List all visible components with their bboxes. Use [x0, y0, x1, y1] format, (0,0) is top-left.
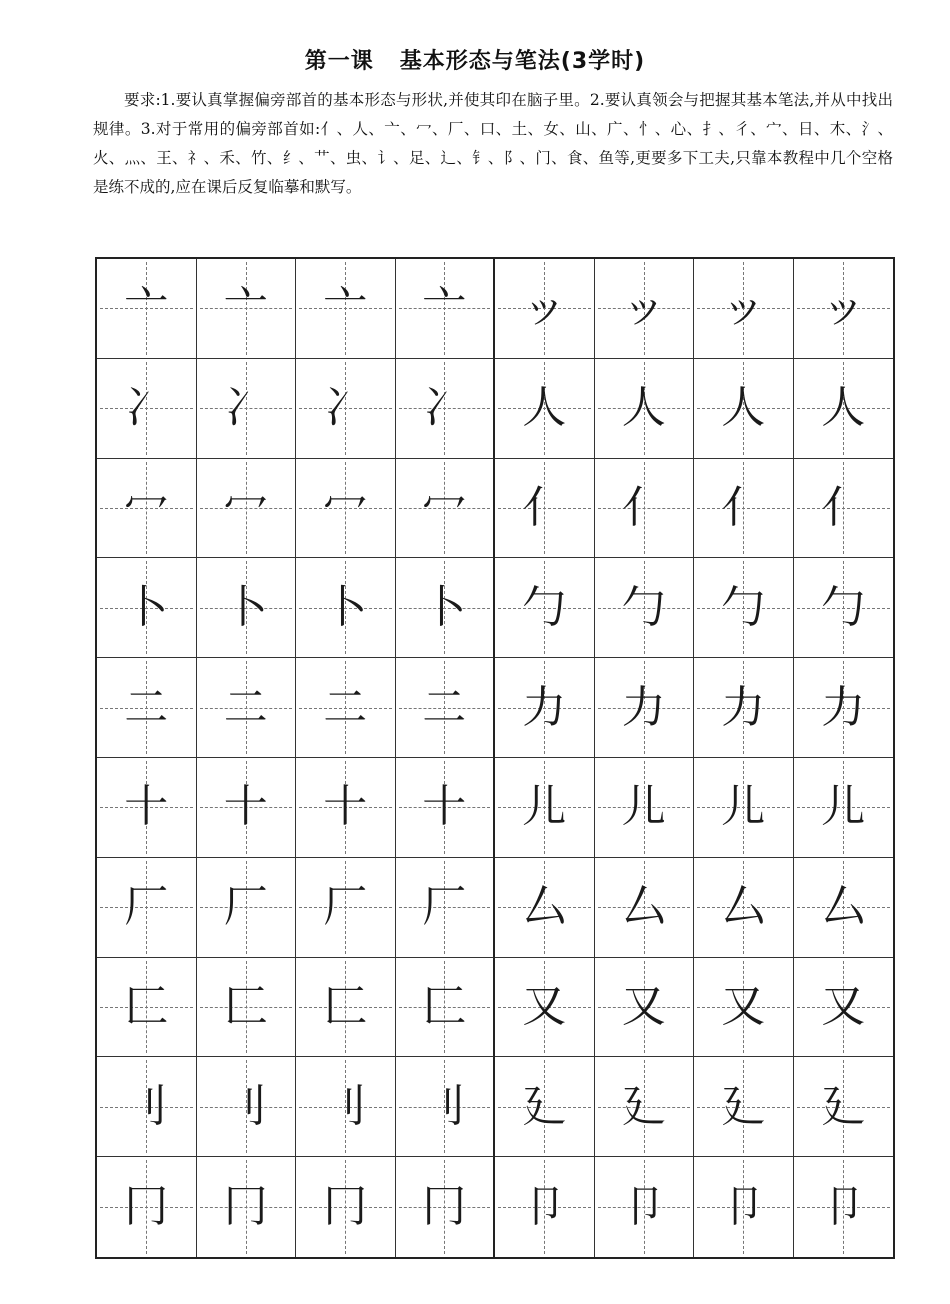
- radical-glyph: 冫: [223, 382, 268, 434]
- practice-cell: [595, 958, 695, 1058]
- radical-glyph: 二: [223, 681, 268, 733]
- practice-cell: [296, 459, 396, 559]
- radical-glyph: 人: [621, 382, 666, 434]
- practice-cell: [97, 1057, 197, 1157]
- practice-cell: [694, 1057, 794, 1157]
- radical-glyph: 儿: [721, 781, 766, 833]
- practice-cell: [495, 1157, 595, 1257]
- radical-glyph: 刂: [422, 1080, 467, 1132]
- practice-cell: [396, 1057, 496, 1157]
- radical-glyph: 厂: [223, 881, 268, 933]
- practice-cell: [794, 958, 894, 1058]
- radical-glyph: 亠: [323, 282, 368, 334]
- practice-cell: [495, 758, 595, 858]
- radical-glyph: 匚: [422, 980, 467, 1032]
- practice-cell: [197, 259, 297, 359]
- radical-glyph: 又: [721, 980, 766, 1032]
- practice-cell: [495, 558, 595, 658]
- practice-cell: [396, 259, 496, 359]
- practice-cell: [595, 858, 695, 958]
- practice-cell: [197, 1157, 297, 1257]
- radical-glyph: 匚: [124, 980, 169, 1032]
- radical-glyph: 卜: [223, 581, 268, 633]
- practice-cell: [296, 758, 396, 858]
- practice-cell: [296, 958, 396, 1058]
- radical-glyph: 冖: [223, 481, 268, 533]
- radical-glyph: 二: [422, 681, 467, 733]
- radical-glyph: 勹: [621, 581, 666, 633]
- practice-cell: [794, 359, 894, 459]
- radical-glyph: 卜: [124, 581, 169, 633]
- radical-glyph: 卩: [721, 1181, 766, 1233]
- practice-cell: [197, 858, 297, 958]
- radical-glyph: 人: [821, 382, 866, 434]
- practice-cell: [495, 259, 595, 359]
- radical-glyph: 厶: [821, 881, 866, 933]
- radical-glyph: 又: [821, 980, 866, 1032]
- radical-glyph: 十: [124, 781, 169, 833]
- radical-glyph: 力: [721, 681, 766, 733]
- practice-cell: [97, 758, 197, 858]
- practice-cell: [794, 658, 894, 758]
- radical-glyph: 冂: [323, 1181, 368, 1233]
- practice-cell: [694, 1157, 794, 1257]
- radical-glyph: 儿: [821, 781, 866, 833]
- practice-cell: [495, 359, 595, 459]
- practice-cell: [296, 558, 396, 658]
- practice-cell: [396, 558, 496, 658]
- practice-cell: [495, 1057, 595, 1157]
- practice-cell: [197, 758, 297, 858]
- practice-cell: [97, 658, 197, 758]
- radical-glyph: 刂: [124, 1080, 169, 1132]
- radical-glyph: 厶: [621, 881, 666, 933]
- radical-glyph: 亠: [223, 282, 268, 334]
- practice-cell: [595, 359, 695, 459]
- practice-cell: [296, 858, 396, 958]
- practice-cell: [495, 858, 595, 958]
- practice-cell: [396, 758, 496, 858]
- radical-glyph: 卩: [821, 1181, 866, 1233]
- radical-glyph: 人: [721, 382, 766, 434]
- radical-glyph: 亻: [621, 481, 666, 533]
- radical-glyph: 卩: [621, 1181, 666, 1233]
- radical-glyph: 刂: [323, 1080, 368, 1132]
- radical-glyph: 力: [821, 681, 866, 733]
- practice-cell: [396, 359, 496, 459]
- practice-cell: [694, 459, 794, 559]
- radical-glyph: 冂: [223, 1181, 268, 1233]
- radical-glyph: 匚: [323, 980, 368, 1032]
- radical-glyph: 卩: [522, 1181, 567, 1233]
- practice-cell: [794, 558, 894, 658]
- practice-cell: [694, 359, 794, 459]
- radical-glyph: 冫: [124, 382, 169, 434]
- radical-glyph: 人: [522, 382, 567, 434]
- radical-glyph: 力: [621, 681, 666, 733]
- practice-cell: [197, 1057, 297, 1157]
- practice-cell: [694, 558, 794, 658]
- practice-cell: [296, 1057, 396, 1157]
- lesson-topic: 基本形态与笔法(3学时): [399, 49, 646, 74]
- practice-cell: [396, 858, 496, 958]
- practice-cell: [296, 1157, 396, 1257]
- practice-cell: [694, 958, 794, 1058]
- practice-cell: [794, 858, 894, 958]
- radical-glyph: 又: [621, 980, 666, 1032]
- radical-glyph: 亻: [522, 481, 567, 533]
- practice-cell: [97, 958, 197, 1058]
- radical-glyph: 勹: [821, 581, 866, 633]
- radical-glyph: ッ: [621, 282, 666, 334]
- radical-glyph: 勹: [522, 581, 567, 633]
- practice-cell: [97, 558, 197, 658]
- practice-cell: [396, 958, 496, 1058]
- practice-cell: [595, 259, 695, 359]
- practice-cell: [97, 858, 197, 958]
- lesson-title: [0, 44, 950, 75]
- radical-glyph: 十: [422, 781, 467, 833]
- radical-glyph: 冫: [323, 382, 368, 434]
- radical-glyph: 刂: [223, 1080, 268, 1132]
- radical-glyph: 二: [323, 681, 368, 733]
- practice-cell: [595, 459, 695, 559]
- radical-glyph: ッ: [821, 282, 866, 334]
- practice-cell: [197, 958, 297, 1058]
- practice-cell: [97, 459, 197, 559]
- practice-cell: [694, 259, 794, 359]
- radical-glyph: 厂: [422, 881, 467, 933]
- radical-glyph: 冖: [422, 481, 467, 533]
- radical-glyph: 厶: [721, 881, 766, 933]
- radical-glyph: ッ: [721, 282, 766, 334]
- radical-glyph: 勹: [721, 581, 766, 633]
- practice-cell: [197, 658, 297, 758]
- radical-glyph: 亠: [124, 282, 169, 334]
- radical-glyph: 厂: [124, 881, 169, 933]
- practice-cell: [97, 359, 197, 459]
- radical-glyph: 廴: [621, 1080, 666, 1132]
- practice-cell: [197, 558, 297, 658]
- practice-cell: [794, 259, 894, 359]
- radical-glyph: 冖: [124, 481, 169, 533]
- radical-glyph: 亠: [422, 282, 467, 334]
- radical-glyph: ッ: [522, 282, 567, 334]
- practice-cell: [595, 758, 695, 858]
- practice-cell: [694, 758, 794, 858]
- radical-glyph: 廴: [721, 1080, 766, 1132]
- radical-glyph: 十: [323, 781, 368, 833]
- practice-cell: [495, 658, 595, 758]
- practice-cell: [794, 758, 894, 858]
- practice-cell: [694, 858, 794, 958]
- radical-glyph: 力: [522, 681, 567, 733]
- radical-glyph: 儿: [621, 781, 666, 833]
- instructions-paragraph: 要求:1.要认真掌握偏旁部首的基本形态与形状,并使其印在脑子里。2.要认真领会与把握其基本笔法,并从中找出规律。3.对于常用的偏旁部首如:亻、人、亠、冖、厂、口、土、女、山、广、忄、心、扌、彳、宀、日、木、氵、火、灬、王、礻、禾、竹、纟、艹、虫、讠、足、辶、钅、阝、门、食、鱼等,更要多下工夫,只靠本教程中几个空格是练不成的,应在课后反复临摹和默写。: [93, 91, 893, 196]
- radical-glyph: 十: [223, 781, 268, 833]
- radical-glyph: 二: [124, 681, 169, 733]
- radical-glyph: 冫: [422, 382, 467, 434]
- practice-cell: [595, 658, 695, 758]
- lesson-number: 第一课: [304, 49, 374, 74]
- radical-glyph: 冂: [422, 1181, 467, 1233]
- radical-glyph: 匚: [223, 980, 268, 1032]
- practice-cell: [197, 359, 297, 459]
- radical-glyph: 廴: [522, 1080, 567, 1132]
- practice-cell: [396, 459, 496, 559]
- practice-cell: [794, 1057, 894, 1157]
- practice-cell: [296, 658, 396, 758]
- practice-cell: [97, 259, 197, 359]
- radical-glyph: 卜: [323, 581, 368, 633]
- radical-glyph: 卜: [422, 581, 467, 633]
- practice-cell: [296, 259, 396, 359]
- practice-cell: [396, 1157, 496, 1257]
- radical-glyph: 冖: [323, 481, 368, 533]
- practice-cell: [97, 1157, 197, 1257]
- practice-cell: [595, 558, 695, 658]
- radical-glyph: 亻: [821, 481, 866, 533]
- radical-glyph: 廴: [821, 1080, 866, 1132]
- radical-glyph: 冂: [124, 1181, 169, 1233]
- radical-glyph: 又: [522, 980, 567, 1032]
- radical-glyph: 厶: [522, 881, 567, 933]
- practice-grid: [95, 257, 895, 1259]
- practice-cell: [794, 459, 894, 559]
- practice-cell: [694, 658, 794, 758]
- practice-cell: [396, 658, 496, 758]
- practice-cell: [794, 1157, 894, 1257]
- practice-cell: [197, 459, 297, 559]
- radical-glyph: 亻: [721, 481, 766, 533]
- practice-cell: [595, 1057, 695, 1157]
- practice-cell: [595, 1157, 695, 1257]
- radical-glyph: 厂: [323, 881, 368, 933]
- practice-cell: [495, 459, 595, 559]
- practice-cell: [495, 958, 595, 1058]
- radical-glyph: 儿: [522, 781, 567, 833]
- practice-cell: [296, 359, 396, 459]
